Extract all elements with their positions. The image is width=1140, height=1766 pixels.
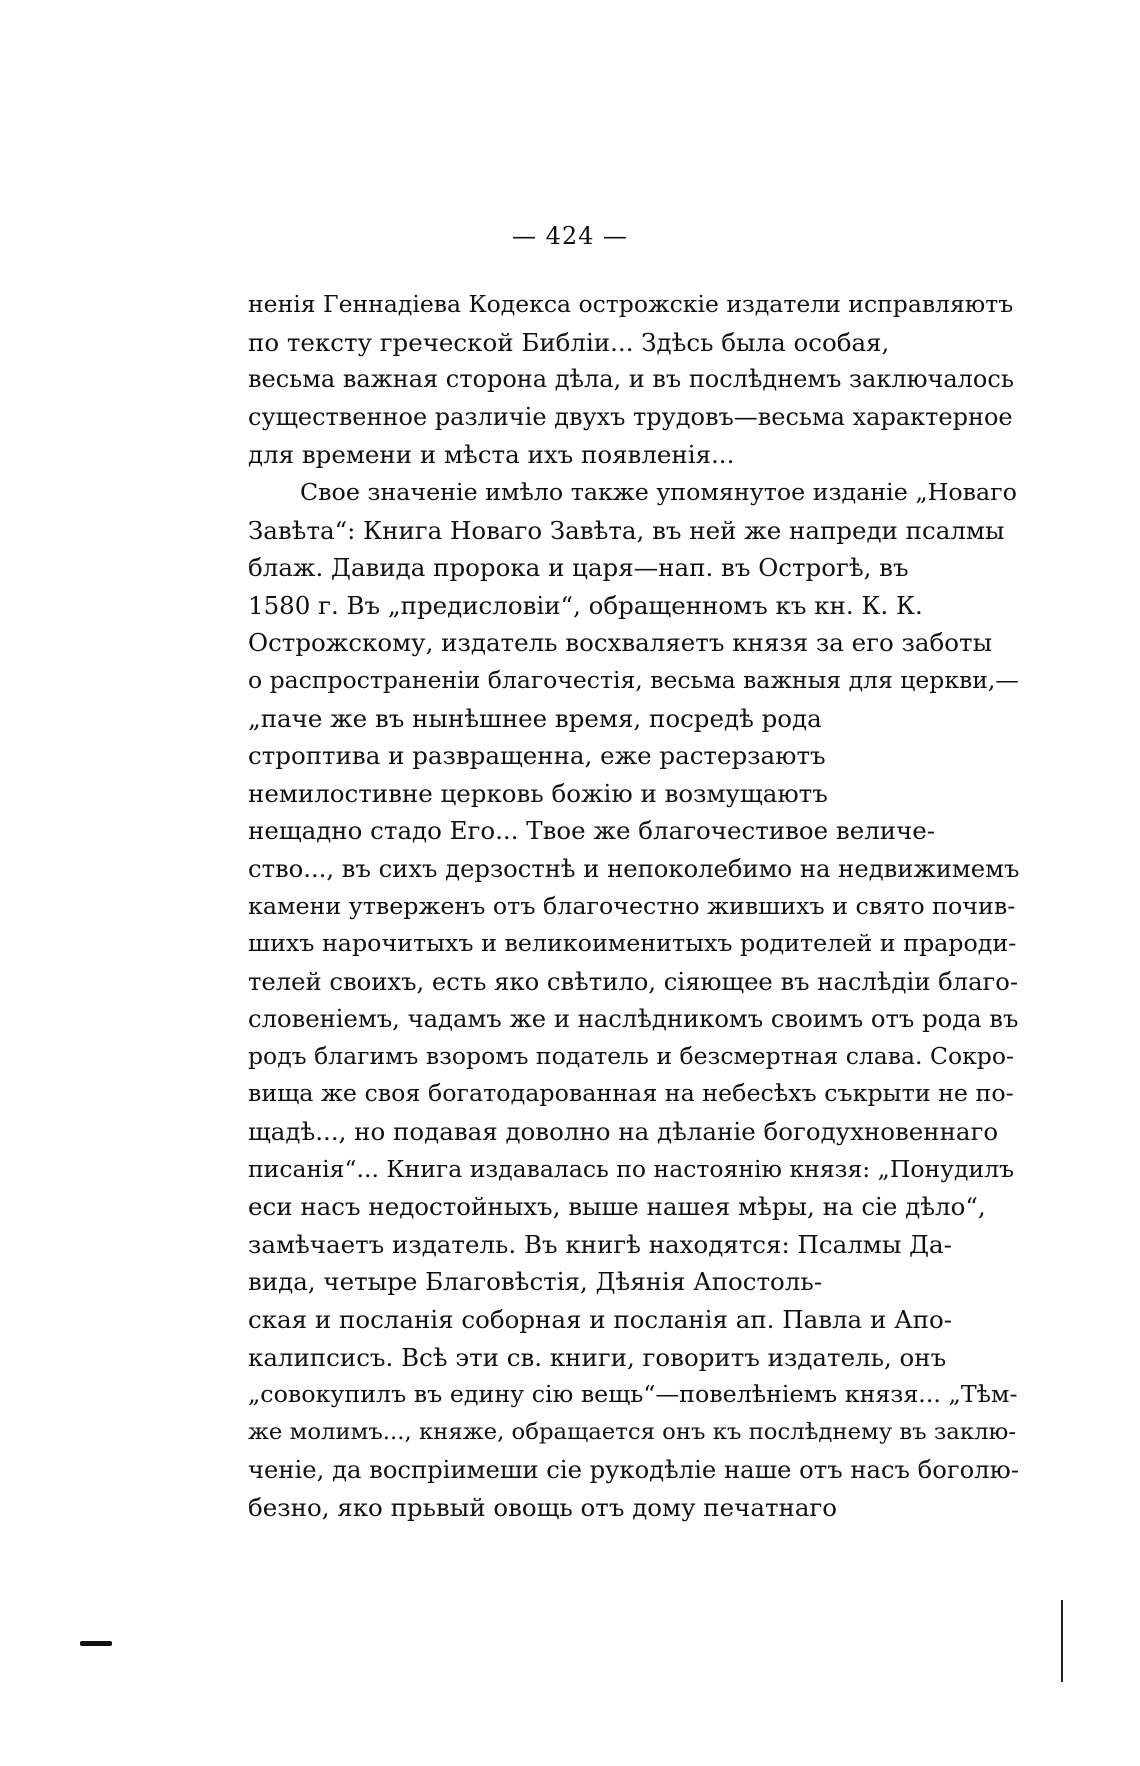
text-line: щадѣ..., но подавая доволно на дѣланіе богодухновеннаго bbox=[248, 1117, 999, 1147]
text-line: писанія“... Книга издавалась по настоянію князя: „Понудилъ bbox=[248, 1154, 1014, 1183]
text-line: нещадно стадо Его... Твое же благочестивое величе- bbox=[248, 816, 936, 846]
text-line: ская и посланія соборная и посланія ап. Павла и Апо- bbox=[248, 1305, 952, 1335]
text-line: телей своихъ, есть яко свѣтило, сіяющее въ наслѣдіи благо- bbox=[248, 966, 1019, 996]
text-line: Свое значеніе имѣло также упомянутое изданіе „Новаго bbox=[300, 477, 1017, 506]
text-line: Завѣта“: Книга Новаго Завѣта, въ ней же напреди псалмы bbox=[248, 515, 1005, 545]
text-line: калипсисъ. Всѣ эти св. книги, говоритъ издатель, онъ bbox=[248, 1342, 947, 1372]
text-line: строптива и развращенна, еже растерзаютъ bbox=[248, 741, 826, 771]
text-line: 1580 г. Въ „предисловіи“, обращенномъ къ кн. К. К. bbox=[248, 590, 923, 620]
text-line: ченіе, да воспріимеши сіе рукодѣліе наше отъ насъ боголю- bbox=[248, 1455, 1019, 1485]
page-number: — 424 — bbox=[511, 222, 629, 250]
text-line: существенное различіе двухъ трудовъ—весьма характерное bbox=[248, 402, 1013, 431]
text-line: Острожскому, издатель восхваляетъ князя за его заботы bbox=[248, 628, 993, 658]
text-line: ство..., въ сихъ дерзостнѣ и непоколебимо на недвижимемъ bbox=[248, 853, 1020, 883]
text-line: безно, яко прьвый овощь отъ дому печатнаго bbox=[248, 1493, 838, 1522]
text-line: немилостивне церковь божію и возмущаютъ bbox=[248, 778, 828, 808]
text-line: весьма важная сторона дѣла, и въ послѣднемъ заключалось bbox=[248, 365, 1014, 394]
text-line: о распространеніи благочестія, весьма важныя для церкви,— bbox=[248, 665, 1019, 694]
text-line: блаж. Давида пророка и царя—нап. въ Острогѣ, въ bbox=[248, 553, 909, 583]
body-text bbox=[248, 286, 1018, 1527]
text-line: словеніемъ, чадамъ же и наслѣдникомъ своимъ отъ рода въ bbox=[248, 1004, 1019, 1034]
text-line: вида, четыре Благовѣстія, Дѣянія Апостоль- bbox=[248, 1267, 822, 1297]
text-line: еси насъ недостойныхъ, выше нашея мѣры, на сіе дѣло“, bbox=[248, 1192, 986, 1222]
text-line: замѣчаетъ издатель. Въ книгѣ находятся: Псалмы Да- bbox=[248, 1229, 952, 1259]
text-line: „паче же въ нынѣшнее время, посредѣ рода bbox=[248, 703, 822, 733]
text-line: родъ благимъ взоромъ податель и безсмертная слава. Сокро- bbox=[248, 1041, 1014, 1070]
text-line: по тексту греческой Библіи... Здѣсь была особая, bbox=[248, 327, 890, 357]
text-line: ненія Геннадіева Кодекса острожскіе издатели исправляютъ bbox=[248, 290, 1014, 318]
scan-margin-mark bbox=[80, 1641, 112, 1646]
text-line: же молимъ..., княже, обращается онъ къ послѣднему въ заклю- bbox=[248, 1418, 1017, 1445]
text-line: камени утверженъ отъ благочестно жившихъ и свято почив- bbox=[248, 891, 1016, 920]
text-line: вища же своя богатодарованная на небесѣхъ съкрыти не по- bbox=[248, 1079, 1014, 1108]
text-line: „совокупилъ въ едину сію вещь“—повелѣніемъ князя... „Тѣм- bbox=[248, 1380, 1018, 1409]
text-line: шихъ нарочитыхъ и великоименитыхъ родителей и прароди- bbox=[248, 929, 1017, 958]
text-line: для времени и мѣста ихъ появленія... bbox=[248, 440, 735, 470]
scan-edge-line bbox=[1061, 1600, 1063, 1682]
